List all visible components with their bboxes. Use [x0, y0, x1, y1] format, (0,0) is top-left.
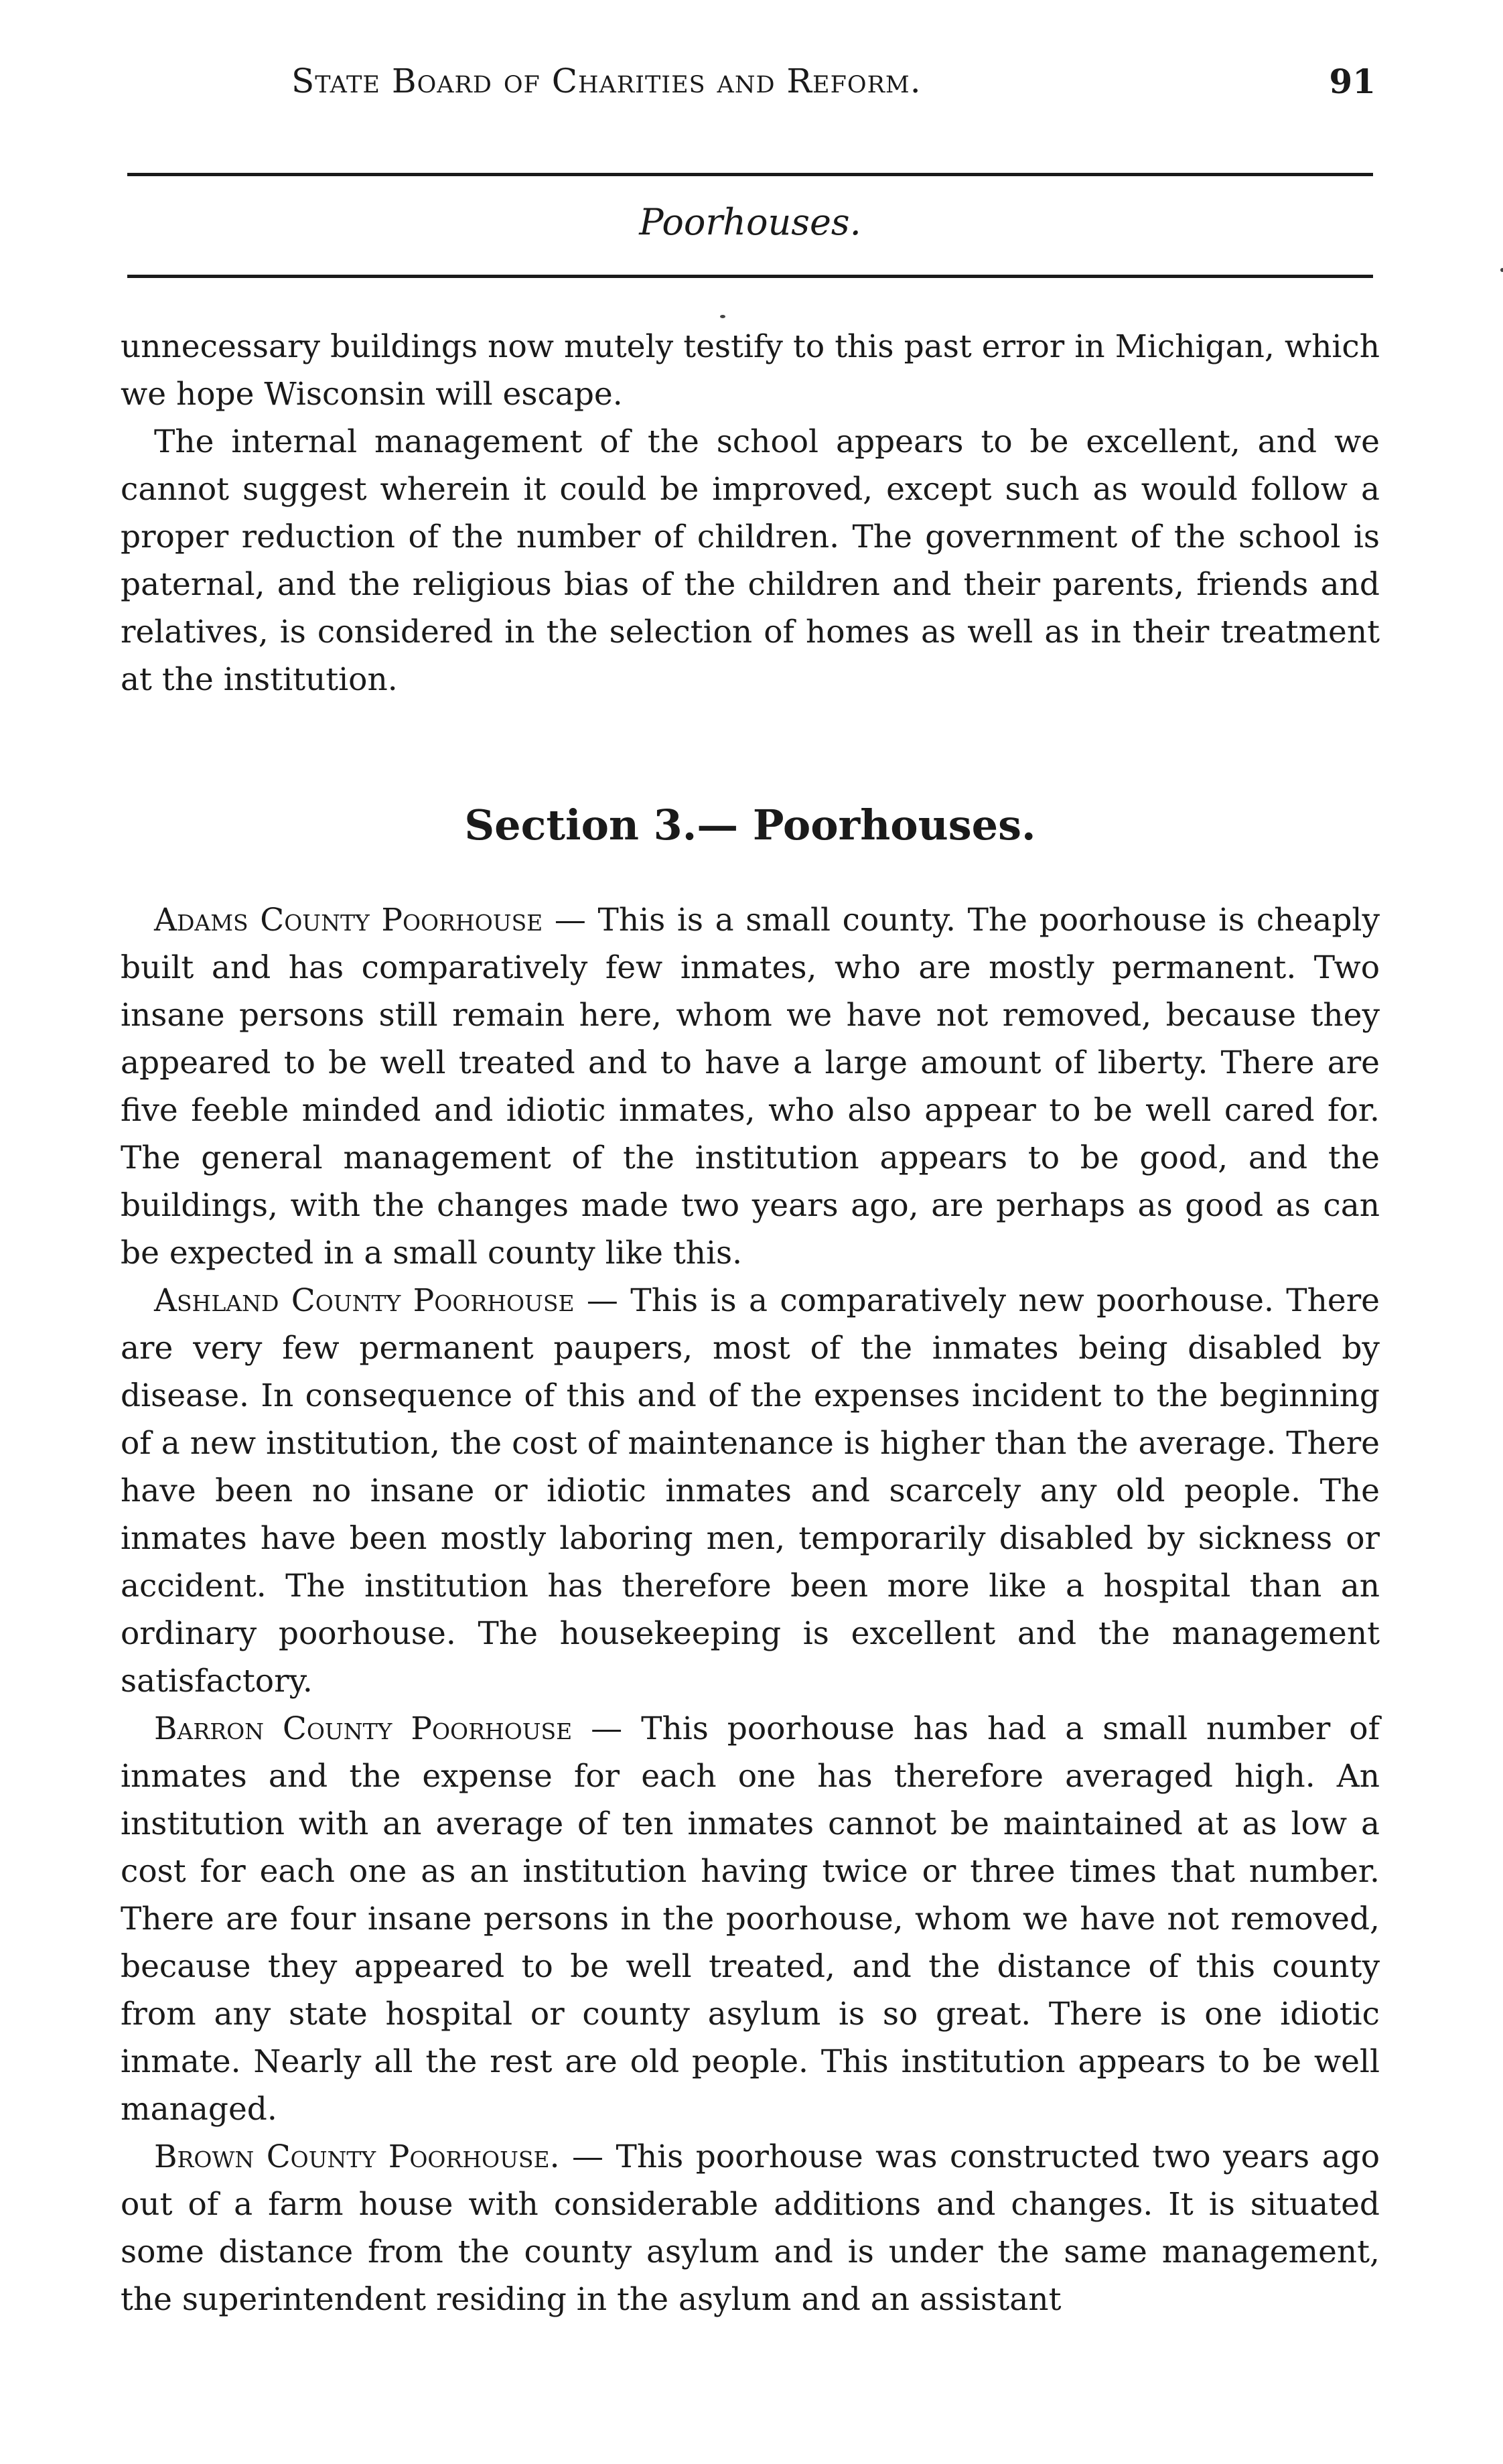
section-subhead: Poorhouses. — [639, 201, 861, 243]
entry-title: Ashland County Poorhouse — [154, 1282, 575, 1319]
running-title: State Board of Charities and Reform. — [291, 62, 922, 100]
page-number: 91 — [1329, 62, 1376, 101]
entry-text: — This is a comparatively new poorhouse. There are very few permanent paupers, most of the inmates being disabled by disease. In consequence of this and of the expenses incident to the beginning of a new institution, the cost of maintenance is higher than the average. There have been no insane or idiotic inmates and scarcely any old people. The inmates have been mostly laboring men, temporarily disabled by sickness or accident. The institution has therefore been more like a hospital than an ordinary poorhouse. The housekeeping is excellent and the management satisfactory. — [121, 1282, 1380, 1700]
entry-text: — This is a small county. The poorhouse is cheaply built and has comparatively few inmates, who are mostly permanent. Two insane persons still remain here, whom we have not removed, because they appeared to be well treated and to have a large amount of liberty. There are five feeble minded and idiotic inmates, who also appear to be well cared for. The general management of the institution appears to be good, and the buildings, with the changes made two years ago, are perhaps as good as can be expected in a small county like this. — [121, 902, 1380, 1272]
intro-paragraph-1: unnecessary buildings now mutely testify to this past error in Michigan, which we hope Wisconsin will escape. — [121, 328, 1380, 413]
entry-title: Brown County Poorhouse. — [154, 2138, 560, 2175]
header-rule-top — [127, 173, 1373, 176]
intro-text — [121, 323, 1380, 703]
entry-text: — This poorhouse has had a small number of inmates and the expense for each one has therefore averaged high. An institution with an average of ten inmates cannot be maintained at as low a cost for each one as an institution having twice or three times that number. There are four insane persons in the poorhouse, whom we have not removed, because they appeared to be well treated, and the distance of this county from any state hospital or county asylum is so great. There is one idiotic inmate. Nearly all the rest are old people. This institution appears to be well managed. — [121, 1710, 1380, 2128]
intro-paragraph-2: The internal management of the school appears to be excellent, and we cannot suggest wherein it could be improved, except such as would follow a proper reduction of the number of children. The government of the school is paternal, and the religious bias of the children and their parents, friends and relatives, is considered in the selection of homes as well as in their treatment at the institution. — [121, 423, 1380, 698]
entry-brown — [121, 2133, 1380, 2323]
print-speck — [1500, 268, 1503, 272]
entry-title: Adams County Poorhouse — [154, 902, 543, 939]
poorhouse-entries — [121, 896, 1380, 2323]
print-speck — [720, 315, 725, 318]
entry-barron — [121, 1705, 1380, 2133]
entry-text: — This poorhouse was constructed two years ago out of a farm house with considerable additions and changes. It is situated some distance from the county asylum and is under the same management, the superintendent residing in the asylum and an assistant — [121, 2138, 1380, 2318]
entry-adams — [121, 896, 1380, 1277]
running-head — [127, 62, 1376, 109]
header-rule-bottom — [127, 275, 1373, 278]
section-heading: Section 3.— Poorhouses. — [464, 801, 1036, 849]
entry-ashland — [121, 1277, 1380, 1705]
entry-title: Barron County Poorhouse — [154, 1710, 573, 1747]
